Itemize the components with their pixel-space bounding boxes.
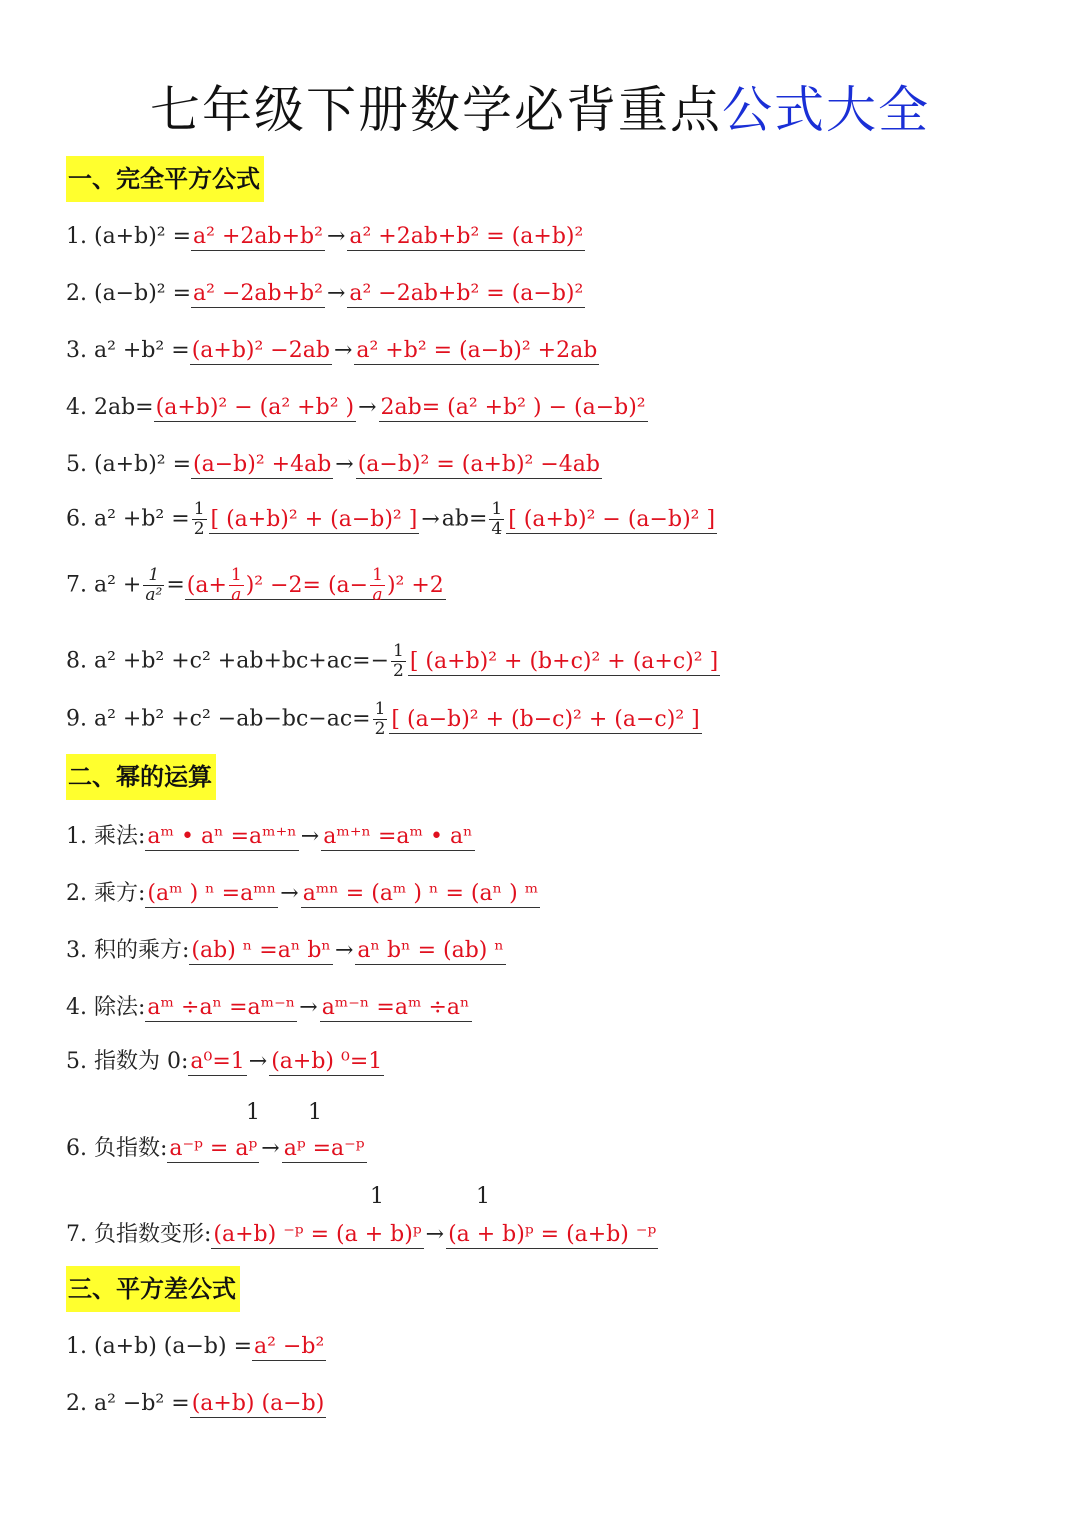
formula-answer: [ (a+b)² − (a−b)² ] (508, 506, 716, 532)
formula-row (66, 279, 585, 309)
formula-answer: aᵐ⁻ⁿ =aᵐ ÷aⁿ (321, 995, 470, 1020)
arrow-icon: → (280, 881, 299, 906)
formula-question: 1. (a+b)² = (66, 224, 192, 249)
section-heading-3: 三、平方差公式 (66, 1266, 240, 1312)
page-title (0, 70, 1080, 142)
formula-answer: aᵐⁿ = (aᵐ ) ⁿ = (aⁿ ) ᵐ (302, 881, 539, 906)
formula-answer: aᵖ =a⁻ᵖ (283, 1136, 365, 1161)
fraction-denominator: 2 (393, 661, 404, 681)
formula-question: 3. a² +b² = (66, 338, 190, 363)
formula-question: 4. 2ab= (66, 395, 154, 420)
fraction-numerator: 1 (143, 566, 164, 586)
formula-question: 6. 负指数: (66, 1136, 168, 1161)
formula-question: 7. a² + (66, 572, 142, 598)
formula-question: 2. a² −b² = (66, 1391, 190, 1416)
equals-sign: = (166, 572, 185, 598)
arrow-icon: → (326, 281, 346, 306)
formula-row (66, 1134, 367, 1164)
formula-question: 3. 积的乘方: (66, 938, 190, 963)
formula-answer: (a+b) ⁻ᵖ = (a + b)ᵖ (213, 1222, 422, 1247)
fraction (229, 566, 244, 605)
fraction-numerator: 1 (491, 499, 503, 519)
formula-answer: (ab) ⁿ =aⁿ bⁿ (191, 938, 331, 963)
formula-answer: aᵐ • aⁿ =aᵐ⁺ⁿ (147, 824, 297, 849)
formula-row (66, 500, 717, 539)
formula-answer (185, 565, 446, 605)
formula-answer: aᵐ⁺ⁿ =aᵐ • aⁿ (323, 824, 473, 849)
formula-answer: 2ab= (a² +b² ) − (a−b)² (380, 395, 646, 420)
fraction-denominator: a (372, 585, 383, 605)
fraction-numerator: 1 (308, 1100, 322, 1125)
fraction-numerator: 1 (370, 1184, 384, 1209)
arrow-icon: → (333, 338, 353, 363)
formula-answer: a² −b² (254, 1334, 325, 1359)
formula-question: 4. 除法: (66, 995, 146, 1020)
formula-question: 2. 乘方: (66, 881, 146, 906)
formula-question: 5. 指数为 0: (66, 1049, 189, 1074)
formula-answer: (a+b)² −2ab (191, 338, 330, 363)
title-main: 七年级下册数学必背重点 (150, 81, 722, 139)
fraction-denominator: a² (145, 585, 163, 605)
fraction-numerator: 1 (246, 1100, 260, 1125)
formula-row (66, 566, 446, 605)
formula-row (66, 393, 648, 423)
formula-part: )² +2 (386, 572, 444, 598)
formula-row (66, 1332, 326, 1362)
formula-question: 7. 负指数变形: (66, 1222, 212, 1247)
formula-answer: (a−b)² +4ab (193, 452, 332, 477)
formula-row (66, 336, 599, 366)
formula-row (66, 450, 602, 480)
fraction (391, 642, 406, 681)
formula-question: 2. (a−b)² = (66, 281, 192, 306)
formula-answer: (a+b) ⁰=1 (271, 1049, 383, 1074)
formula-question: 1. 乘法: (66, 824, 146, 849)
arrow-icon: → (421, 506, 440, 532)
formula-answer: (a−b)² = (a+b)² −4ab (357, 452, 600, 477)
fraction-numerator: 1 (374, 699, 386, 719)
formula-row (66, 1220, 658, 1250)
arrow-icon: → (261, 1136, 280, 1161)
fraction-denominator: 4 (491, 519, 503, 539)
formula-question: 9. a² +b² +c² −ab−bc−ac= (66, 706, 371, 732)
formula-row (66, 879, 540, 909)
arrow-icon: → (248, 1049, 268, 1074)
fraction (489, 500, 504, 539)
arrow-icon: → (425, 1222, 445, 1247)
fraction-numerator: 1 (476, 1184, 490, 1209)
arrow-icon: → (299, 995, 318, 1020)
formula-row (66, 700, 702, 739)
arrow-icon: → (335, 452, 354, 477)
formula-question: 6. a² +b² = (66, 506, 190, 532)
fraction-denominator: 2 (374, 719, 386, 739)
formula-answer: a² −2ab+b² (193, 281, 323, 306)
formula-part: (a+ (186, 572, 227, 598)
arrow-icon: → (358, 395, 377, 420)
fraction-numerator: 1 (372, 565, 383, 585)
formula-row (66, 936, 506, 966)
fraction-numerator: 1 (393, 641, 404, 661)
formula-answer: a² +2ab+b² (193, 224, 323, 249)
formula-answer: [ (a−b)² + (b−c)² + (a−c)² ] (391, 706, 700, 732)
fraction (373, 700, 388, 739)
arrow-icon: → (326, 224, 346, 249)
section-heading-2: 二、幂的运算 (66, 754, 216, 800)
formula-answer: (aᵐ ) ⁿ =aᵐⁿ (147, 881, 277, 906)
formula-answer: aᵐ ÷aⁿ =aᵐ⁻ⁿ (147, 995, 296, 1020)
formula-question: 8. a² +b² +c² +ab+bc+ac=− (66, 648, 390, 674)
formula-answer: (a + b)ᵖ = (a+b) ⁻ᵖ (448, 1222, 657, 1247)
formula-answer: [ (a+b)² + (a−b)² ] (210, 506, 418, 532)
formula-question: 1. (a+b) (a−b) = (66, 1334, 253, 1359)
formula-answer: a² −2ab+b² = (a−b)² (349, 281, 584, 306)
formula-answer: a⁰=1 (190, 1049, 245, 1074)
fraction (192, 500, 207, 539)
formula-middle: ab= (441, 506, 488, 532)
formula-answer: a² +2ab+b² = (a+b)² (349, 224, 584, 249)
formula-question: 5. (a+b)² = (66, 452, 192, 477)
formula-row (66, 222, 585, 252)
formula-row (66, 642, 720, 681)
formula-answer: aⁿ bⁿ = (ab) ⁿ (357, 938, 504, 963)
fraction-denominator: 2 (193, 519, 205, 539)
formula-answer: [ (a+b)² + (b+c)² + (a+c)² ] (409, 648, 719, 674)
arrow-icon: → (300, 824, 320, 849)
fraction (370, 566, 385, 605)
formula-answer: (a+b) (a−b) (191, 1391, 325, 1416)
fraction-numerator: 1 (193, 499, 205, 519)
formula-row (66, 1389, 326, 1419)
formula-row (66, 1047, 384, 1077)
formula-answer: a⁻ᵖ = aᵖ (169, 1136, 258, 1161)
fraction-denominator: a (231, 585, 242, 605)
title-highlight: 公式大全 (722, 81, 930, 139)
formula-row (66, 822, 475, 852)
formula-part: )² −2= (a− (245, 572, 369, 598)
formula-row (66, 993, 472, 1023)
formula-answer: (a+b)² − (a² +b² ) (155, 395, 355, 420)
fraction-numerator: 1 (230, 565, 242, 585)
arrow-icon: → (334, 938, 354, 963)
fraction (143, 566, 164, 605)
formula-answer: a² +b² = (a−b)² +2ab (356, 338, 598, 363)
section-heading-1: 一、完全平方公式 (66, 156, 264, 202)
